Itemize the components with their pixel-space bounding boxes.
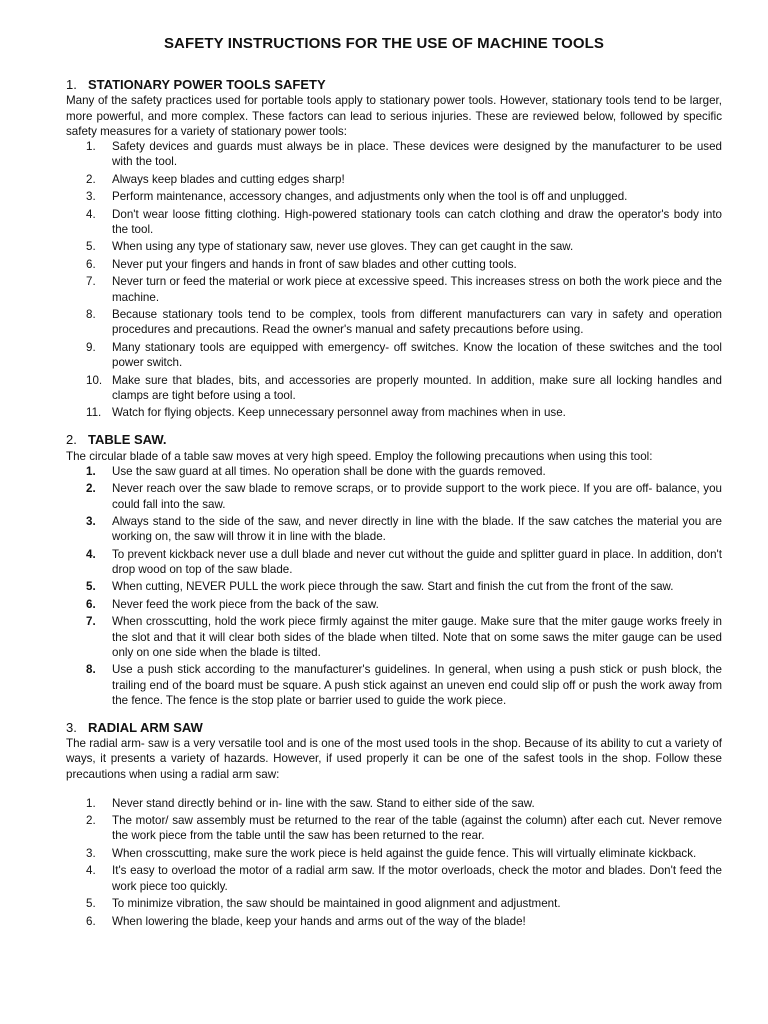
list-item-number: 7. [86, 615, 96, 629]
list-item [66, 464, 722, 479]
list-item-text: Never put your fingers and hands in front of saw blades and other cutting tools. [112, 257, 517, 271]
list-item [66, 189, 722, 204]
list-item-number: 8. [86, 663, 96, 677]
section-heading [66, 432, 722, 447]
list-item-number: 6. [86, 597, 96, 611]
list-item-number: 4. [86, 207, 96, 221]
list-item [66, 274, 722, 304]
list-item-number: 1. [86, 464, 96, 478]
list-item-text: To prevent kickback never use a dull blade and never cut without the guide and splitter guard in place. In addition, don't drop wood on top of the saw blade. [112, 547, 722, 576]
list-item-text: When cutting, NEVER PULL the work piece through the saw. Start and finish the cut from the front of the saw. [112, 580, 674, 594]
list-item-text: Never turn or feed the material or work piece at excessive speed. This increases stress on both the work piece and the machine. [112, 275, 722, 304]
list-item [66, 579, 722, 594]
list-item-text: Use the saw guard at all times. No operation shall be done with the guards removed. [112, 464, 546, 478]
list-item-number: 1. [86, 796, 96, 810]
section-heading [66, 720, 722, 735]
section-heading-text: STATIONARY POWER TOOLS SAFETY [88, 77, 326, 93]
list-item [66, 597, 722, 612]
section-1 [66, 77, 722, 420]
list-item-number: 7. [86, 275, 96, 289]
section-number: 3. [66, 719, 77, 735]
list-item [66, 239, 722, 254]
list-item [66, 172, 722, 187]
list-item-number: 10. [86, 373, 103, 387]
list-item [66, 373, 722, 403]
list-item-number: 8. [86, 308, 96, 322]
spacer [66, 782, 722, 796]
list-item-text: When crosscutting, hold the work piece firmly against the miter gauge. Make sure that the miter gauge works freely in the slot and that it will clear both sides of the blade when tilted. Note that on some saws the miter gauge can be used only on one side when the blade is tilted. [112, 615, 722, 659]
list-item-number: 4. [86, 547, 96, 561]
list-item-number: 2. [86, 482, 96, 496]
list-item-text: Never reach over the saw blade to remove scraps, or to provide support to the work piece. If you are off- balance, you could fall into the saw. [112, 482, 722, 511]
list-item-number: 4. [86, 864, 96, 878]
instruction-list [66, 796, 722, 929]
section-intro: The radial arm- saw is a very versatile tool and is one of the most used tools in the shop. Because of its ability to cut a variety of ways, it presents a variety of hazards. However, if used properly it can be one of the safest tools in the shop. Follow these precautions when using a radial arm saw: [66, 737, 722, 781]
list-item [66, 914, 722, 929]
list-item [66, 614, 722, 660]
section-intro: Many of the safety practices used for portable tools apply to stationary power tools. However, stationary tools tend to be larger, more powerful, and more complex. These factors can lead to serious injuries. These are reviewed below, followed by specific safety measures for a variety of stationary power tools: [66, 94, 722, 138]
list-item-number: 11. [86, 406, 102, 420]
list-item-text: Use a push stick according to the manufacturer's guidelines. In general, when using a push stick or push block, the trailing end of the board must be square. A push stick against an uneven end could slip off or push the work away from the fence. The fence is the stop plate or barrier used to guide the work piece. [112, 663, 722, 707]
list-item-text: Always keep blades and cutting edges sharp! [112, 172, 345, 186]
list-item [66, 846, 722, 861]
list-item [66, 307, 722, 337]
list-item-number: 1. [86, 140, 96, 154]
list-item-text: Many stationary tools are equipped with emergency- off switches. Know the location of these switches and the tool power switch. [112, 340, 722, 370]
list-item-number: 5. [86, 897, 96, 911]
section-heading [66, 77, 722, 92]
list-item-text: To minimize vibration, the saw should be maintained in good alignment and adjustment. [112, 897, 561, 911]
list-item-number: 2. [86, 172, 96, 186]
list-item [66, 405, 722, 420]
list-item [66, 207, 722, 237]
sections-container [66, 77, 722, 929]
list-item-text: When lowering the blade, keep your hands and arms out of the way of the blade! [112, 914, 526, 928]
list-item [66, 662, 722, 708]
section-heading-text: RADIAL ARM SAW [88, 719, 203, 735]
list-item-text: Don't wear loose fitting clothing. High-powered stationary tools can catch clothing and draw the operator's body into the tool. [112, 207, 722, 236]
instruction-list [66, 139, 722, 420]
section-intro: The circular blade of a table saw moves at very high speed. Employ the following precautions when using this tool: [66, 449, 653, 463]
list-item [66, 514, 722, 544]
list-item-text: Because stationary tools tend to be complex, tools from different manufacturers can vary in safety and operation procedures and precautions. Read the owner's manual and safety precautions before using. [112, 308, 722, 337]
list-item-number: 9. [86, 340, 96, 354]
list-item-text: Watch for flying objects. Keep unnecessary personnel away from machines when in use. [112, 406, 566, 420]
list-item [66, 547, 722, 577]
instruction-list [66, 464, 722, 708]
list-item-text: When crosscutting, make sure the work piece is held against the guide fence. This will virtually eliminate kickback. [112, 846, 697, 860]
list-item-text: Perform maintenance, accessory changes, and adjustments only when the tool is off and unplugged. [112, 190, 628, 204]
list-item [66, 481, 722, 511]
section-number: 2. [66, 432, 77, 448]
list-item [66, 863, 722, 893]
list-item-text: Safety devices and guards must always be in place. These devices were designed by the manufacturer to be used with the tool. [112, 140, 722, 169]
list-item-text: The motor/ saw assembly must be returned to the rear of the table (against the column) after each cut. Never remove the work piece from the table until the saw has been returned to the rear. [112, 814, 722, 843]
list-item-number: 3. [86, 190, 96, 204]
list-item-text: Make sure that blades, bits, and accessories are properly mounted. In addition, make sure all locking handles and clamps are tight before using a tool. [112, 373, 722, 402]
list-item-number: 5. [86, 580, 96, 594]
list-item [66, 139, 722, 169]
list-item-text: Never stand directly behind or in- line with the saw. Stand to either side of the saw. [112, 796, 535, 810]
list-item-text: It's easy to overload the motor of a radial arm saw. If the motor overloads, check the motor and blades. Don't feed the work piece too quickly. [112, 864, 722, 893]
section-2 [66, 432, 722, 708]
list-item [66, 340, 722, 370]
list-item-text: Always stand to the side of the saw, and never directly in line with the blade. If the saw catches the material you are working on, the saw will throw it in line with the blade. [112, 515, 722, 544]
list-item-text: When using any type of stationary saw, never use gloves. They can get caught in the saw. [112, 240, 574, 254]
section-number: 1. [66, 77, 77, 93]
section-heading-text: TABLE SAW. [88, 432, 167, 448]
list-item-number: 5. [86, 240, 96, 254]
list-item [66, 796, 722, 811]
list-item [66, 257, 722, 272]
list-item-number: 2. [86, 814, 96, 828]
page-title: SAFETY INSTRUCTIONS FOR THE USE OF MACHINE TOOLS [163, 35, 605, 52]
list-item [66, 896, 722, 911]
list-item-number: 6. [86, 914, 96, 928]
list-item-number: 3. [86, 846, 96, 860]
list-item-number: 3. [86, 515, 96, 529]
list-item [66, 813, 722, 843]
list-item-text: Never feed the work piece from the back of the saw. [112, 597, 379, 611]
list-item-number: 6. [86, 257, 96, 271]
section-3 [66, 720, 722, 929]
